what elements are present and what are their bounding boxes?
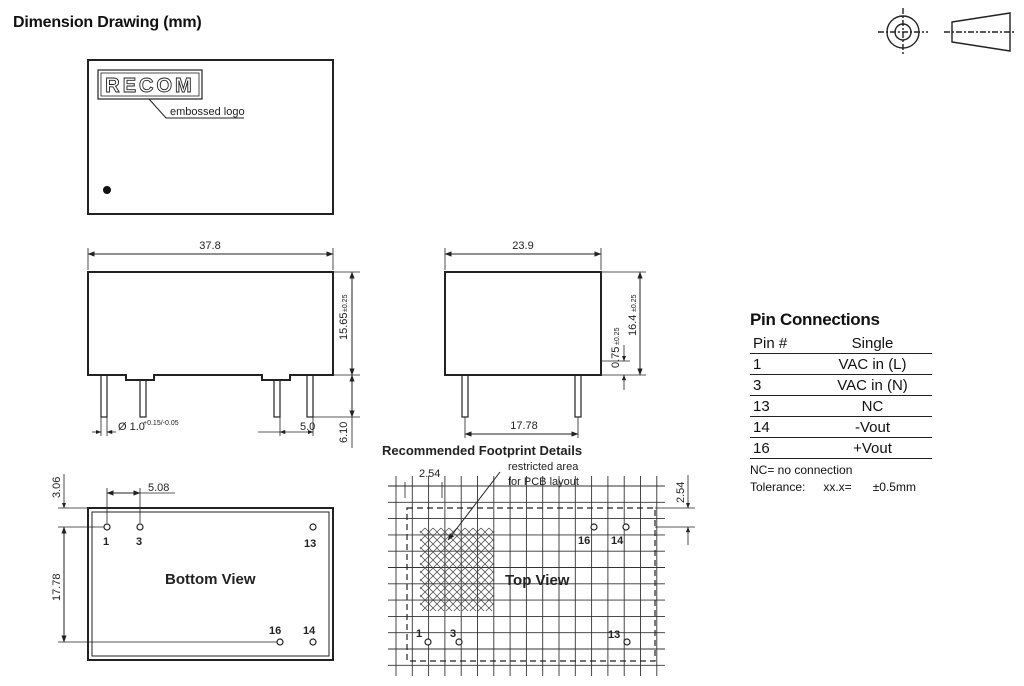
- top-pin-16: 16: [578, 535, 591, 547]
- nc-note: NC= no connection: [750, 463, 853, 477]
- pin-connections-title: Pin Connections: [750, 310, 880, 329]
- side-view-length: [88, 248, 360, 448]
- pin-connections-panel: [750, 310, 932, 496]
- table-row: [750, 438, 932, 459]
- dim-pin-spacing-side: 17.78: [510, 420, 538, 432]
- dim-grid-pitch-y: 2.54: [675, 481, 687, 503]
- dim-height-tol: ±0.25: [342, 294, 349, 312]
- bottom-pin-16: 16: [269, 625, 282, 637]
- dim-edge-offset: 3.06: [51, 476, 63, 498]
- top-view-label: Top View: [505, 572, 570, 589]
- pin-function: +Vout: [813, 438, 932, 459]
- dim-pin-diameter: Ø 1.0: [118, 421, 145, 433]
- hatch-line: [420, 528, 441, 549]
- pin-number: 3: [750, 375, 813, 396]
- top-pin-14: 14: [611, 535, 624, 547]
- hatch-line: [446, 563, 494, 611]
- tolerance-note: [750, 479, 932, 496]
- bottom-pin-3: 3: [136, 536, 143, 548]
- bottom-pin-14: 14: [303, 625, 316, 637]
- table-row: [750, 417, 932, 438]
- dim-grid-pitch-x: 2.54: [419, 468, 441, 480]
- tolerance-value: ±0.5mm: [872, 480, 916, 494]
- projection-symbol-icon: [878, 8, 1016, 56]
- dim-width: 23.9: [512, 240, 534, 252]
- top-pin-3: 3: [450, 628, 457, 640]
- dim-standoff: 0.75: [610, 346, 622, 368]
- dim-height: 15.65: [338, 312, 350, 340]
- restricted-area-label-2: for PCB layout: [508, 476, 579, 488]
- table-row: [750, 354, 932, 375]
- bottom-view-label: Bottom View: [165, 571, 256, 588]
- pin-notes: [750, 462, 932, 496]
- dim-height2-tol: ±0.25: [631, 294, 638, 312]
- module-top-view: [88, 60, 333, 214]
- bottom-view: [58, 474, 333, 660]
- dim-pin-diameter-tol: +0.15/-0.05: [143, 420, 179, 427]
- hatch-line: [489, 528, 494, 533]
- bottom-pin-13: 13: [304, 538, 317, 550]
- hatch-line: [438, 555, 494, 611]
- embossed-logo-label: embossed logo: [170, 106, 245, 118]
- dim-pin-pitch: 5.08: [148, 482, 170, 494]
- table-row: [750, 375, 932, 396]
- table-header-row: [750, 333, 932, 354]
- dim-standoff-tol: ±0.25: [614, 327, 621, 345]
- tolerance-label: Tolerance:: [750, 480, 806, 494]
- dim-length: 37.8: [199, 240, 221, 252]
- pin-number: 16: [750, 438, 813, 459]
- top-pin-13: 13: [608, 629, 621, 641]
- table-row: [750, 396, 932, 417]
- pin-connections-table: [750, 333, 932, 459]
- hatch-line: [420, 528, 425, 533]
- dim-pin-offset: 5.0: [300, 421, 316, 433]
- pin-function: -Vout: [813, 417, 932, 438]
- page-title: Dimension Drawing (mm): [13, 14, 202, 31]
- pin-number: 14: [750, 417, 813, 438]
- pin-number: 1: [750, 354, 813, 375]
- pin-number: 13: [750, 396, 813, 417]
- top-pin-1: 1: [416, 628, 423, 640]
- col-pin-header: Pin #: [750, 333, 813, 354]
- pin-function: VAC in (N): [813, 375, 932, 396]
- hatch-line: [465, 528, 494, 557]
- dim-height2: 16.4: [627, 314, 639, 336]
- logo-text: RECOM: [105, 75, 195, 97]
- bottom-pin-1: 1: [103, 536, 110, 548]
- col-single-header: Single: [813, 333, 932, 354]
- dim-pin-length: 6.10: [338, 421, 350, 443]
- dim-pin-row-spacing: 17.78: [51, 573, 63, 601]
- hatch-line: [473, 528, 494, 549]
- pin-function: VAC in (L): [813, 354, 932, 375]
- footprint-title: Recommended Footprint Details: [382, 443, 583, 458]
- pin1-marker-dot: [103, 186, 111, 194]
- pin-function: NC: [813, 396, 932, 417]
- restricted-area-label: restricted area: [508, 461, 579, 473]
- tolerance-format: xx.x=: [823, 480, 852, 494]
